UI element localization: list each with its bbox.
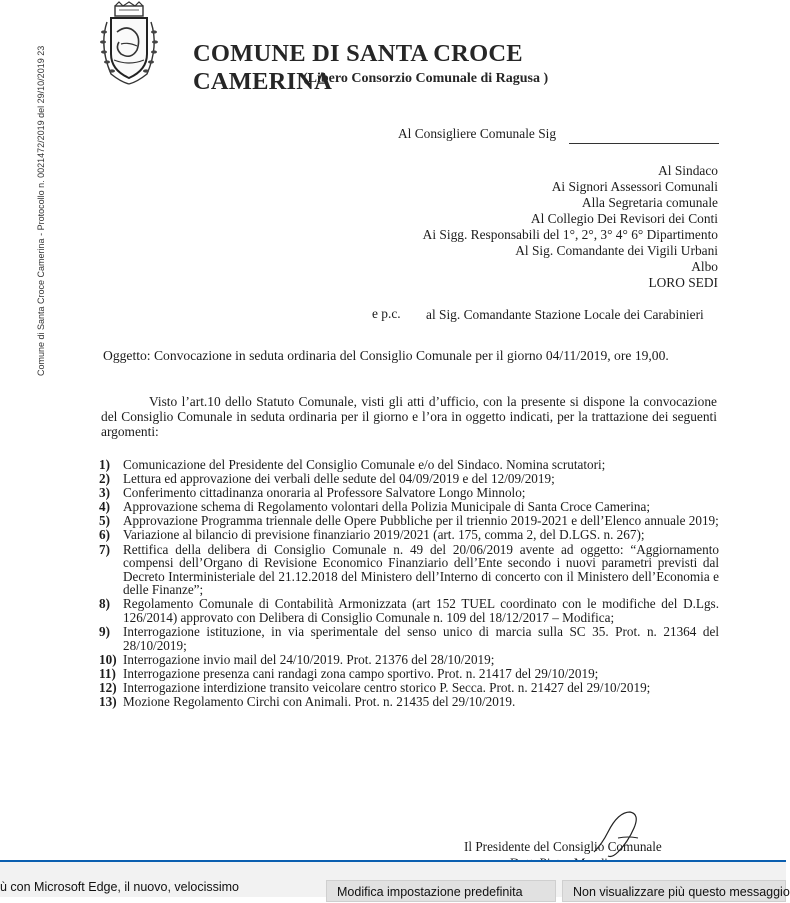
municipality-title: COMUNE DI SANTA CROCE CAMERINA — [193, 40, 523, 95]
agenda-item — [99, 500, 719, 514]
agenda-item — [99, 472, 719, 486]
agenda-number: 8) — [99, 596, 110, 612]
agenda-item — [99, 543, 719, 597]
agenda-item — [99, 458, 719, 472]
intro-paragraph: Visto l’art.10 dello Statuto Comunale, visti gli atti d’ufficio, con la presente si dispone la convocazione del Consiglio Comunale in seduta ordinaria per il giorno e l’ora in oggetto indicati, per la trattazione dei seguenti argomenti: — [101, 394, 717, 439]
name-blank-line — [569, 143, 719, 144]
addressee-line: Ai Sigg. Responsabili del 1°, 2°, 3° 4° 6° Dipartimento — [422, 227, 718, 242]
agenda-number: 6) — [99, 527, 110, 543]
dont-show-again-button[interactable]: Non visualizzare più questo messaggio — [562, 880, 786, 902]
addressee-line: Ai Signori Assessori Comunali — [551, 179, 718, 194]
agenda-text: Interrogazione invio mail del 24/10/2019. Prot. 21376 del 28/10/2019; — [123, 651, 495, 667]
addressee-line: Al Sig. Comandante dei Vigili Urbani — [515, 243, 718, 258]
agenda-number: 13) — [99, 694, 117, 710]
agenda-number: 5) — [99, 513, 110, 529]
agenda-item — [99, 653, 719, 667]
signatory-role: Il Presidente del Consiglio Comunale — [464, 839, 662, 854]
agenda-text: Lettura ed approvazione dei verbali delle sedute del 04/09/2019 e del 12/09/2019; — [123, 471, 555, 487]
change-default-button[interactable]: Modifica impostazione predefinita — [326, 880, 556, 902]
agenda-item — [99, 695, 719, 709]
agenda-item — [99, 528, 719, 542]
agenda-text: Rettifica della delibera di Consiglio Comunale n. 49 del 20/06/2019 avente ad oggetto: “Aggiornamento compensi dell’Organo di Revisione Economico Finanziario dell’Ente secondo i nuovi parametri previsti dal Decreto Interministeriale del 21.12.2018 del Ministero dell’Interno di concerto con il Ministero dell’Economia e delle Finanze”; — [123, 541, 719, 598]
agenda-text: Interrogazione interdizione transito veicolare centro storico P. Secca. Prot. n. 21427 del 29/10/2019; — [123, 680, 651, 695]
agenda-item — [99, 625, 719, 652]
agenda-text: Interrogazione presenza cani randagi zona campo sportivo. Prot. n. 21417 del 29/10/2019; — [123, 665, 599, 681]
agenda-text: Variazione al bilancio di previsione finanziario 2019/2021 (art. 175, comma 2, del D.LGS. n. 267); — [123, 527, 645, 543]
notification-message: ù con Microsoft Edge, il nuovo, velocissimo — [0, 880, 239, 894]
agenda-number: 10) — [99, 651, 117, 667]
pc-addressee: al Sig. Comandante Stazione Locale dei Carabinieri — [426, 307, 704, 322]
municipal-crest-logo — [97, 2, 161, 86]
addressee-line: LORO SEDI — [648, 275, 718, 290]
addressee-line: Al Sindaco — [658, 163, 718, 178]
addressee-line: Al Collegio Dei Revisori dei Conti — [530, 211, 718, 226]
addressee-consigliere: Al Consigliere Comunale Sig — [398, 126, 557, 141]
agenda-text: Approvazione Programma triennale delle Opere Pubbliche per il triennio 2019-2021 e dell’Elenco annuale 2019; — [123, 513, 719, 529]
agenda-number: 4) — [99, 499, 110, 515]
agenda-item — [99, 597, 719, 624]
agenda-text: Interrogazione istituzione, in via sperimentale del senso unico di marcia sulla SC 35. Prot. n. 21364 del 28/10/2019; — [123, 624, 719, 653]
agenda-number: 3) — [99, 485, 110, 501]
agenda-number: 1) — [99, 457, 110, 472]
agenda-number: 9) — [99, 624, 110, 640]
municipality-subtitle: (Libero Consorzio Comunale di Ragusa ) — [303, 71, 549, 86]
addressee-line: Alla Segretaria comunale — [581, 195, 718, 210]
agenda-list — [99, 458, 719, 709]
agenda-item — [99, 514, 719, 528]
agenda-item — [99, 681, 719, 695]
agenda-text: Mozione Regolamento Circhi con Animali. Prot. n. 21435 del 29/10/2019. — [123, 694, 516, 710]
agenda-number: 7) — [99, 541, 110, 557]
agenda-number: 11) — [99, 665, 116, 681]
pc-label: e p.c. — [372, 306, 401, 321]
agenda-item — [99, 667, 719, 681]
agenda-text: Comunicazione del Presidente del Consiglio Comunale e/o del Sindaco. Nomina scrutatori; — [123, 457, 606, 472]
browser-notification-bar — [0, 860, 790, 899]
agenda-text: Approvazione schema di Regolamento volontari della Polizia Municipale di Santa Croce Camerina; — [123, 499, 650, 515]
agenda-item — [99, 486, 719, 500]
protocol-stamp: Comune di Santa Croce Camerina - Protocollo n. 0021472/2019 del 29/10/2019 23 — [36, 45, 46, 376]
agenda-number: 12) — [99, 680, 117, 695]
agenda-number: 2) — [99, 471, 110, 487]
agenda-text: Conferimento cittadinanza onoraria al Professore Salvatore Longo Minnolo; — [123, 485, 526, 501]
agenda-text: Regolamento Comunale di Contabilità Armonizzata (art 152 TUEL coordinato con le modifiche del D.Lgs. 126/2014) approvato con Delibera di Consiglio Comunale n. 109 del 18/12/2017 – Modifica; — [123, 596, 719, 626]
subject-line: Oggetto: Convocazione in seduta ordinaria del Consiglio Comunale per il giorno 04/11/2019, ore 19,00. — [103, 348, 669, 363]
addressee-line: Albo — [691, 259, 718, 274]
